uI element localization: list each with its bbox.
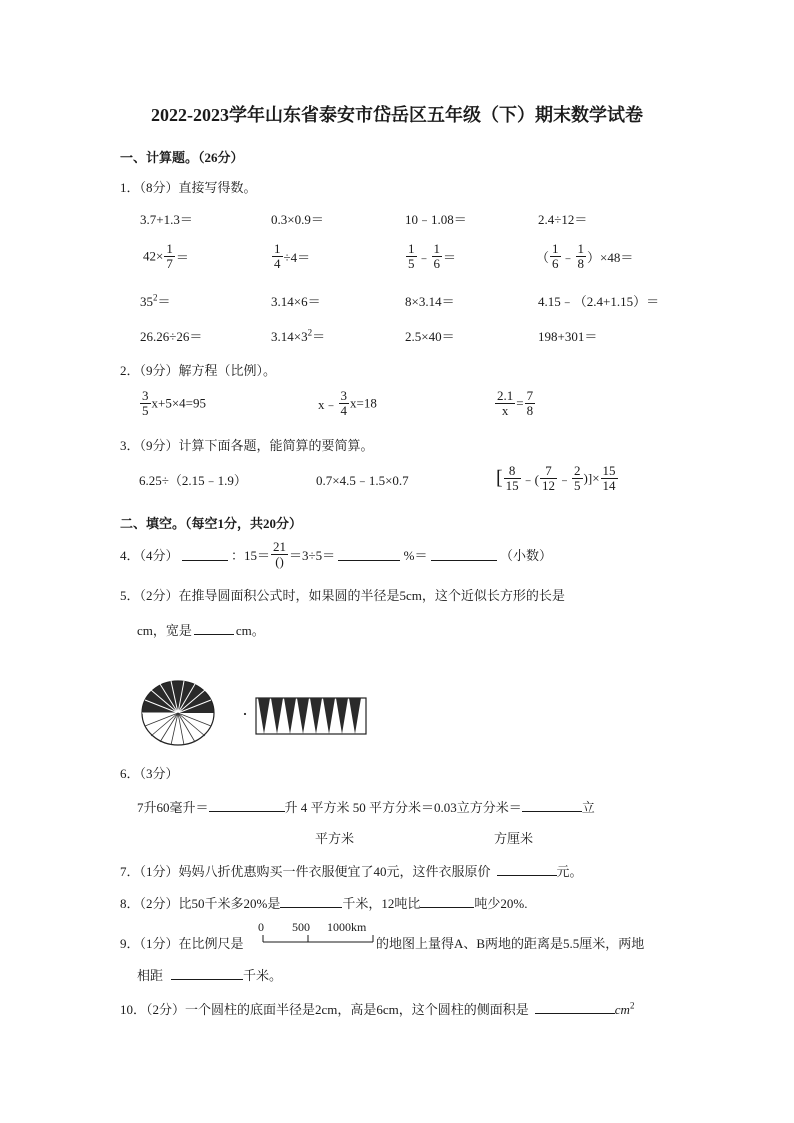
question-6-unit: 平方米: [315, 831, 355, 846]
answer-blank[interactable]: [194, 622, 234, 635]
scale-label-500: 500: [292, 920, 310, 934]
page-title: 2022-2023学年山东省泰安市岱岳区五年级（下）期末数学试卷: [151, 105, 643, 125]
question-2-heading: 2．（9分）解方程（比例）。: [120, 363, 277, 378]
answer-blank[interactable]: [420, 895, 474, 908]
question-5-line-1: 5．（2分）在推导圆面积公式时，如果圆的半径是5cm，这个近似长方形的长是: [120, 588, 565, 603]
question-5-line-2: cm，宽是 cm。: [137, 623, 265, 638]
question-8: 8．（2分）比50千米多20%是 千米，12吨比 吨少20%.: [120, 896, 528, 911]
question-9-line-2: 相距 千米。: [137, 968, 283, 983]
calc-item-fraction: [ $\frac{8}{15}$ ﹣( $\frac{7}{12}$ ﹣ $\frac{2}{5}$ )]× $\frac{15}{14}$: [496, 463, 616, 493]
q1-item: 8×3.14＝: [405, 294, 455, 309]
q1-item: 26.26÷26＝: [140, 329, 203, 344]
figure-dot: ·: [242, 704, 248, 724]
question-3-heading: 3．（9分）计算下面各题，能简算的要简算。: [120, 438, 374, 453]
scale-label-1000: 1000km: [327, 920, 367, 934]
answer-blank[interactable]: [171, 967, 243, 980]
answer-blank[interactable]: [535, 1001, 615, 1014]
q1-item: 198+301＝: [538, 329, 598, 344]
answer-blank[interactable]: [522, 799, 582, 812]
section-heading-1: 一、计算题。（26分）: [120, 150, 244, 165]
calc-item: 6.25÷（2.15﹣1.9）: [139, 473, 247, 488]
q1-item: 3.14×6＝: [271, 294, 321, 309]
q1-item: 2.5×40＝: [405, 329, 455, 344]
question-1-heading: 1．（8分）直接写得数。: [120, 180, 257, 195]
q1-item: 2.4÷12＝: [538, 212, 588, 227]
question-6-unit: 方厘米: [494, 831, 534, 846]
q1-item: 4.15﹣（2.4+1.15）＝: [538, 294, 660, 309]
q1-item-fraction: $\frac{1}{4}$ ÷4＝: [274, 241, 311, 271]
q1-item-fraction: 42× $\frac{1}{7}$ ＝: [143, 241, 189, 271]
q1-item: 0.3×0.9＝: [271, 212, 324, 227]
q1-item-fraction: （ $\frac{1}{6}$ ﹣ $\frac{1}{8}$ ）×48＝: [536, 241, 634, 271]
answer-blank[interactable]: [338, 548, 400, 561]
answer-blank[interactable]: [209, 799, 285, 812]
equation-3: $\frac{2.1}{x}$ = $\frac{7}{8}$: [497, 388, 534, 418]
equation-1: $\frac{3}{5}$ x+5×4=95: [142, 388, 206, 418]
q1-item-fraction: $\frac{1}{5}$ ﹣ $\frac{1}{6}$ ＝: [408, 241, 457, 271]
scale-label-0: 0: [258, 920, 264, 934]
answer-blank[interactable]: [182, 548, 228, 561]
question-7: 7．（1分）妈妈八折优惠购买一件衣服便宜了40元，这件衣服原价 元。: [120, 864, 583, 879]
question-6-line-1: 7升60毫升＝ 升 4 平方米 50 平方分米＝0.03立方分米＝ 立: [137, 800, 595, 815]
calc-item: 0.7×4.5﹣1.5×0.7: [316, 473, 409, 488]
answer-blank[interactable]: [280, 895, 342, 908]
q1-item: $3.14\times 3^2=$: [271, 327, 326, 344]
section-heading-2: 二、填空。（每空1分，共20分）: [120, 516, 303, 531]
q1-item: 3.7+1.3＝: [140, 212, 193, 227]
q1-item: $35^2=$: [140, 292, 171, 309]
answer-blank[interactable]: [431, 548, 497, 561]
question-9-text: 的地图上量得A、B两地的距离是5.5厘米，两地: [376, 936, 645, 951]
circle-sectors-figure: [138, 678, 218, 748]
q1-item: 10﹣1.08＝: [405, 212, 467, 227]
question-9-prefix: 9．（1分）在比例尺是: [120, 936, 244, 951]
approximate-rectangle-figure: [255, 695, 367, 737]
question-6-heading: 6．（3分）: [120, 766, 179, 781]
scale-bar: [262, 934, 374, 944]
question-4: 4．（4分） ：15＝ $\frac{21}{()}$ ＝3÷5＝ %＝ （小数）: [120, 539, 553, 569]
answer-blank[interactable]: [497, 863, 557, 876]
question-10: 10．（2分）一个圆柱的底面半径是2cm，高是6cm，这个圆柱的侧面积是 $cm^2$: [120, 1000, 635, 1017]
equation-2: x﹣ $\frac{3}{4}$ x=18: [318, 388, 377, 418]
